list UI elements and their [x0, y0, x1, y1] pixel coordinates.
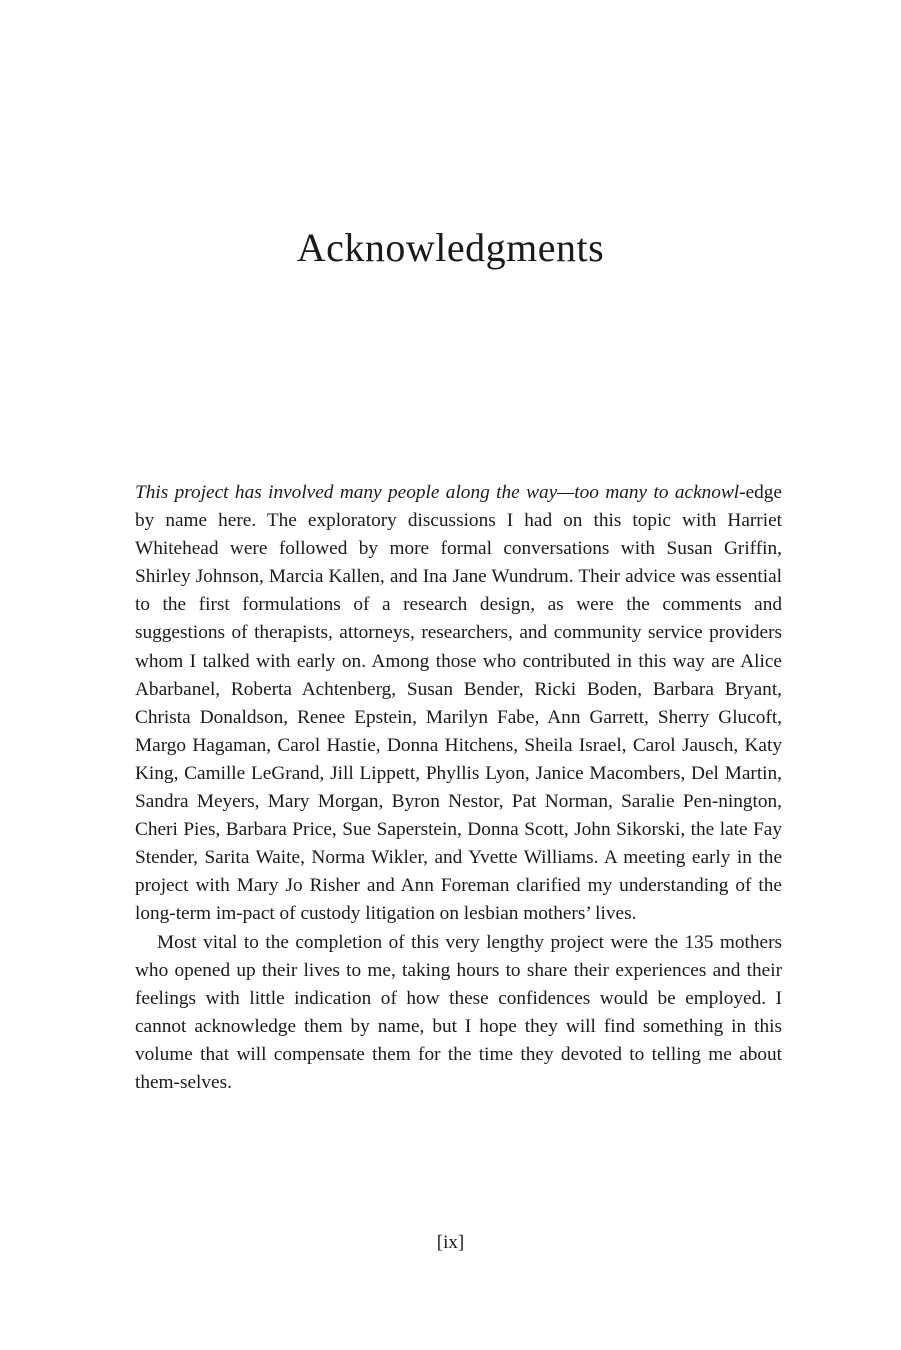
page-number: [ix] [436, 1232, 465, 1253]
italic-lead-in: This project has involved many people along the way—too many to acknowl- [135, 482, 746, 503]
paragraph: Most vital to the completion of this very lengthy project were the 135 mothers who opened up their lives to me, taking hours to share their experiences and their feelings with little indication of how these confidences would be employed. I cannot acknowledge them by name, but I hope they will find something in this volume that will compensate them for the time they devoted to telling me about them-selves. [135, 931, 782, 1093]
body-text [135, 479, 782, 1097]
paragraph [135, 479, 782, 929]
page-title: Acknowledgments [296, 225, 605, 270]
paragraph-text: edge by name here. The exploratory discussions I had on this topic with Harriet Whitehead were followed by more formal conversations with Susan Griffin, Shirley Johnson, Marcia Kallen, and Ina Jane Wundrum. Their advice was essential to the first formulations of a research design, as were the comments and suggestions of therapists, attorneys, researchers, and community service providers whom I talked with early on. Among those who contributed in this way are Alice Abarbanel, Roberta Achtenberg, Susan Bender, Ricki Boden, Barbara Bryant, Christa Donaldson, Renee Epstein, Marilyn Fabe, Ann Garrett, Sherry Glucoft, Margo Hagaman, Carol Hastie, Donna Hitchens, Sheila Israel, Carol Jausch, Katy King, Camille LeGrand, Jill Lippett, Phyllis Lyon, Janice Macombers, Del Martin, Sandra Meyers, Mary Morgan, Byron Nestor, Pat Norman, Saralie Pen-nington, Cheri Pies, Barbara Price, Sue Saperstein, Donna Scott, John Sikorski, the late Fay Stender, Sarita Waite, Norma Wikler, and Yvette Williams. A meeting early in the project with Mary Jo Risher and Ann Foreman clarified my understanding of the long-term im-pact of custody litigation on lesbian mothers’ lives. [135, 482, 782, 925]
